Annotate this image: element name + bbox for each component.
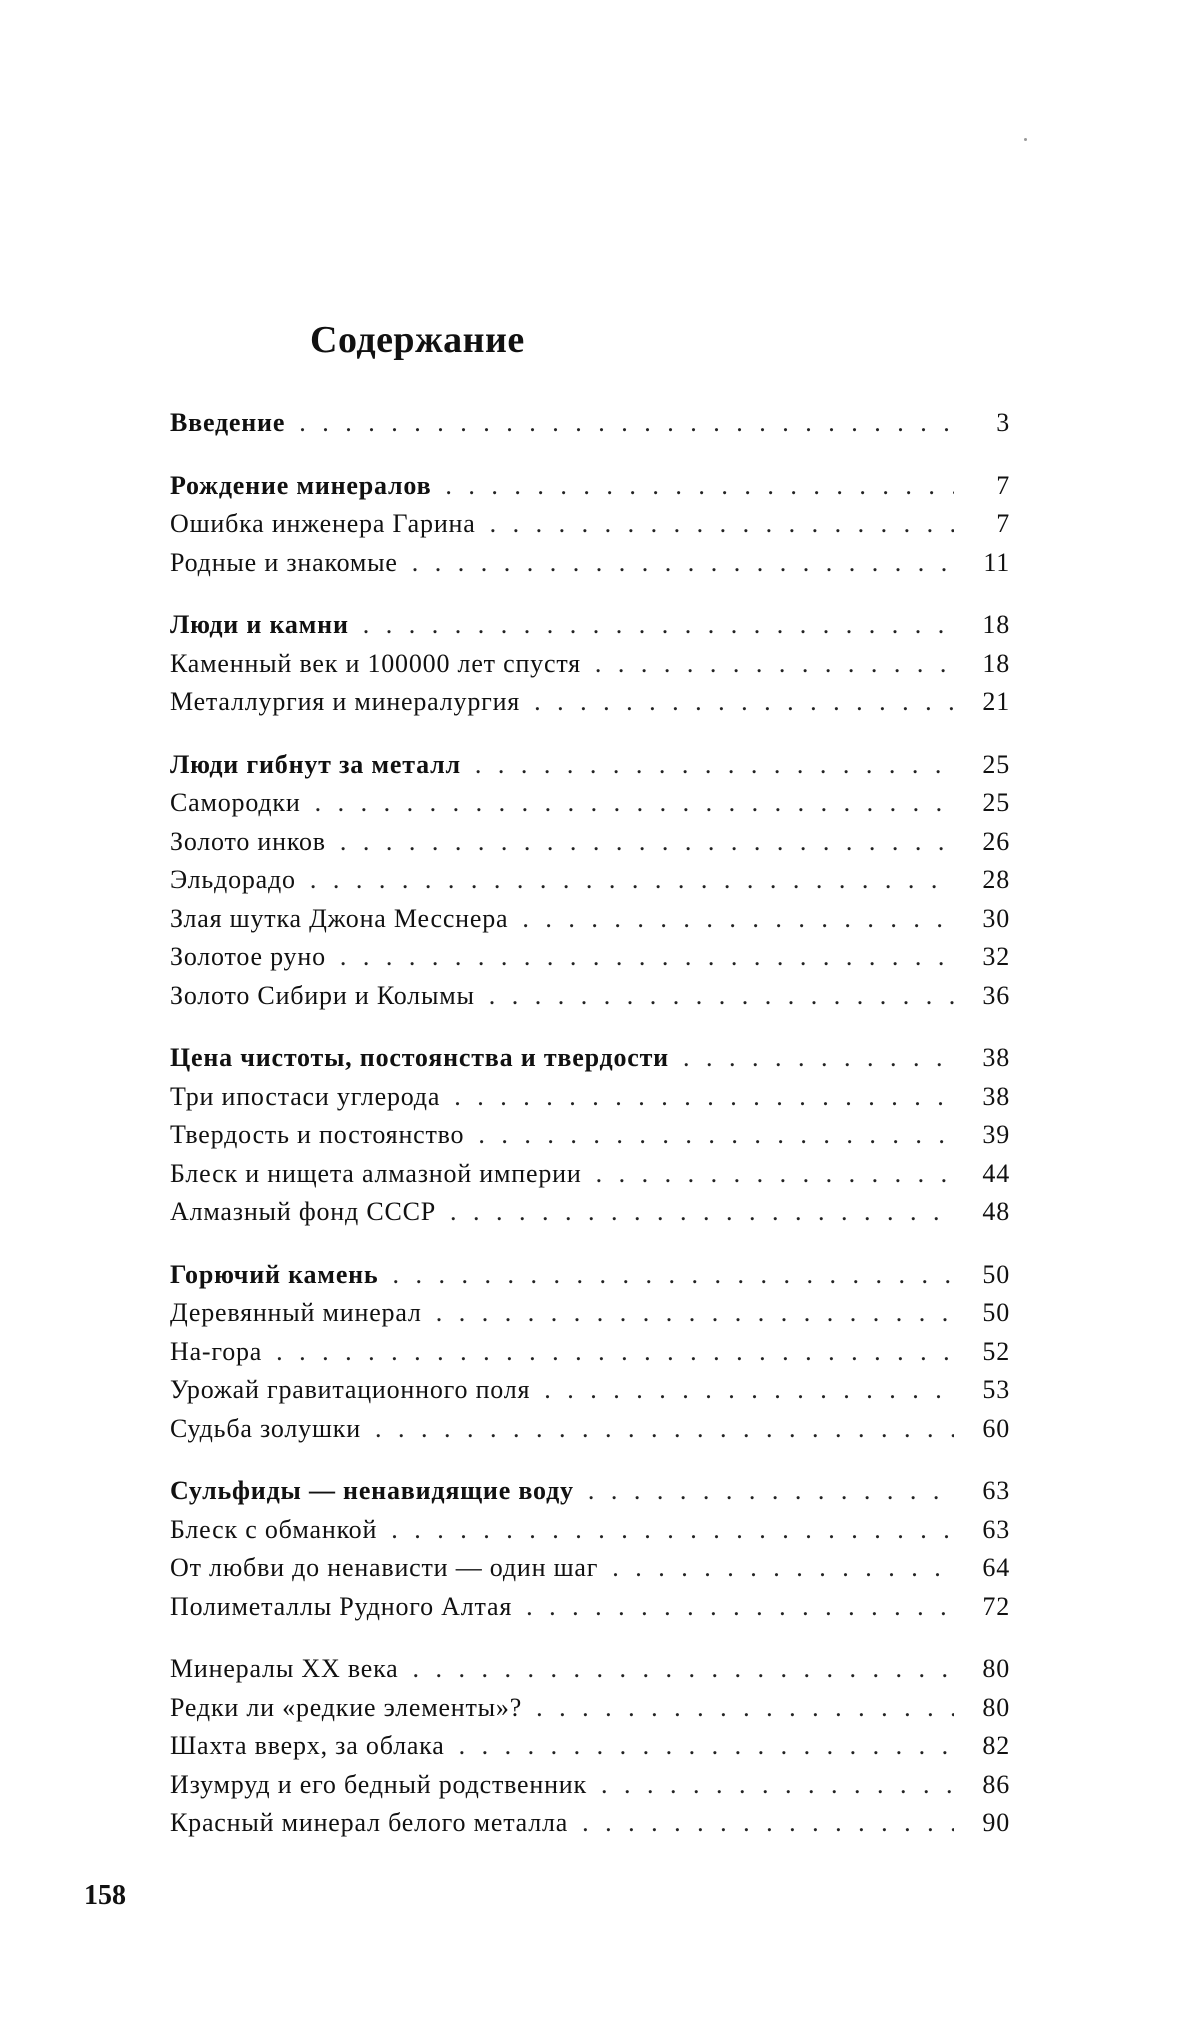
toc-entry-page: 63	[982, 1476, 1010, 1505]
toc-entry-page: 53	[982, 1375, 1010, 1404]
dot-leader	[391, 1515, 954, 1545]
dot-leader	[412, 548, 954, 578]
dot-leader	[459, 1731, 954, 1761]
toc-entry-label: Введение	[170, 408, 286, 437]
toc-entry-label: Золото Сибири и Колымы	[170, 980, 475, 1010]
toc-entry-label: Минералы XX века	[170, 1654, 399, 1683]
dot-leader	[588, 1476, 954, 1506]
toc-entry-page: 38	[982, 1043, 1010, 1072]
toc-section	[170, 1654, 1010, 1847]
toc-entry[interactable]	[170, 1414, 1010, 1453]
toc-entry-label: Редки ли «редкие элементы»?	[170, 1692, 523, 1722]
toc-entry[interactable]	[170, 687, 1010, 726]
toc-entry-page: 64	[982, 1553, 1010, 1582]
dot-leader	[596, 1159, 954, 1189]
dot-leader	[683, 1043, 954, 1073]
toc-entry-page: 72	[982, 1591, 1010, 1621]
dot-leader	[475, 750, 954, 780]
toc-entry[interactable]	[170, 1337, 1010, 1376]
toc-entry[interactable]	[170, 1770, 1010, 1809]
dot-leader	[363, 610, 954, 640]
toc-entry-label: Металлургия и минералургия	[170, 687, 521, 716]
toc-entry[interactable]	[170, 1197, 1010, 1236]
dot-leader	[375, 1414, 954, 1444]
dot-leader	[315, 788, 954, 818]
dot-leader	[310, 865, 954, 895]
toc-section	[170, 610, 1010, 726]
toc-section	[170, 1476, 1010, 1630]
toc-entry-page: 25	[982, 788, 1010, 817]
table-of-contents	[170, 408, 1010, 1871]
dot-leader	[340, 942, 954, 972]
toc-entry-label: Шахта вверх, за облака	[170, 1731, 445, 1760]
dot-leader	[413, 1654, 955, 1684]
toc-entry-page: 86	[982, 1769, 1010, 1799]
toc-entry-page: 50	[982, 1259, 1010, 1289]
toc-entry-page: 36	[982, 980, 1010, 1010]
dot-leader	[445, 471, 954, 501]
dot-leader	[601, 1770, 954, 1800]
toc-entry[interactable]	[170, 1731, 1010, 1770]
toc-chapter-entry[interactable]	[170, 471, 1010, 510]
toc-section	[170, 408, 1010, 447]
toc-entry-label: Горючий камень	[170, 1259, 379, 1289]
toc-section	[170, 471, 1010, 587]
toc-entry-page: 7	[996, 509, 1010, 538]
dot-leader	[582, 1808, 954, 1838]
toc-entry-label: Красный минерал белого металла	[170, 1808, 569, 1837]
page-title: Содержание	[310, 319, 525, 361]
toc-chapter-entry[interactable]	[170, 1260, 1010, 1299]
toc-entry[interactable]	[170, 1693, 1010, 1732]
toc-entry-page: 38	[982, 1081, 1010, 1111]
dot-leader	[544, 1375, 954, 1405]
toc-entry-label: Три ипостаси углерода	[170, 1081, 441, 1111]
toc-entry-page: 11	[983, 547, 1010, 577]
toc-chapter-entry[interactable]	[170, 408, 1010, 447]
toc-entry[interactable]	[170, 788, 1010, 827]
toc-entry-label: Родные и знакомые	[170, 547, 398, 577]
toc-chapter-entry[interactable]	[170, 1043, 1010, 1082]
toc-entry[interactable]	[170, 1298, 1010, 1337]
toc-entry-label: Изумруд и его бедный родственник	[170, 1769, 587, 1799]
toc-entry-label: Золото инков	[170, 826, 326, 856]
dot-leader	[526, 1592, 954, 1622]
toc-entry-page: 52	[982, 1336, 1010, 1366]
toc-entry-page: 30	[982, 903, 1010, 933]
toc-entry-page: 32	[982, 942, 1010, 971]
dot-leader	[536, 1693, 954, 1723]
toc-entry[interactable]	[170, 981, 1010, 1020]
dot-leader	[454, 1082, 954, 1112]
toc-entry[interactable]	[170, 1375, 1010, 1414]
toc-chapter-entry[interactable]	[170, 610, 1010, 649]
dot-leader	[450, 1197, 954, 1227]
toc-entry-page: 60	[982, 1413, 1010, 1443]
scan-speck	[1024, 138, 1027, 141]
dot-leader	[436, 1298, 954, 1328]
toc-entry-page: 26	[982, 826, 1010, 856]
toc-entry-page: 90	[982, 1808, 1010, 1837]
dot-leader	[393, 1260, 955, 1290]
toc-chapter-entry[interactable]	[170, 750, 1010, 789]
toc-entry-page: 80	[982, 1654, 1010, 1683]
dot-leader	[595, 649, 954, 679]
toc-entry[interactable]	[170, 1592, 1010, 1631]
toc-entry-page: 82	[982, 1731, 1010, 1760]
toc-entry-label: На-гора	[170, 1336, 263, 1366]
dot-leader	[612, 1553, 954, 1583]
toc-entry-label: Люди гибнут за металл	[170, 749, 461, 779]
toc-entry[interactable]	[170, 649, 1010, 688]
toc-entry-label: Твердость и постоянство	[170, 1120, 465, 1149]
toc-entry-label: Злая шутка Джона Месснера	[170, 903, 509, 933]
dot-leader	[522, 904, 954, 934]
toc-entry[interactable]	[170, 1515, 1010, 1554]
toc-entry-label: Судьба золушки	[170, 1413, 361, 1443]
toc-entry-label: Ошибка инженера Гарина	[170, 509, 476, 538]
toc-entry[interactable]	[170, 942, 1010, 981]
toc-entry-label: От любви до ненависти — один шаг	[170, 1553, 599, 1582]
dot-leader	[490, 509, 954, 539]
toc-entry-label: Урожай гравитационного поля	[170, 1375, 531, 1404]
toc-entry[interactable]	[170, 548, 1010, 587]
toc-chapter-entry[interactable]	[170, 1476, 1010, 1515]
toc-entry-label: Полиметаллы Рудного Алтая	[170, 1591, 513, 1621]
toc-entry-page: 21	[982, 687, 1010, 716]
toc-entry-label: Золотое руно	[170, 942, 326, 971]
dot-leader	[534, 687, 954, 717]
toc-entry-page: 25	[982, 749, 1010, 779]
toc-entry[interactable]	[170, 827, 1010, 866]
toc-entry-label: Каменный век и 100000 лет спустя	[170, 648, 581, 678]
toc-entry-page: 39	[982, 1120, 1010, 1149]
toc-entry-label: Рождение минералов	[170, 470, 432, 500]
toc-entry-label: Сульфиды — ненавидящие воду	[170, 1476, 574, 1505]
dot-leader	[276, 1337, 954, 1367]
toc-entry[interactable]	[170, 509, 1010, 548]
toc-entry-page: 28	[982, 865, 1010, 894]
dot-leader	[299, 408, 954, 438]
toc-entry-label: Блеск с обманкой	[170, 1514, 378, 1544]
toc-entry[interactable]	[170, 1082, 1010, 1121]
toc-entry-page: 63	[982, 1514, 1010, 1544]
toc-entry[interactable]	[170, 1120, 1010, 1159]
toc-entry-page: 7	[996, 470, 1010, 500]
toc-entry-page: 18	[982, 610, 1010, 639]
toc-entry-label: Люди и камни	[170, 610, 349, 639]
toc-entry[interactable]	[170, 1553, 1010, 1592]
toc-entry-label: Блеск и нищета алмазной империи	[170, 1158, 582, 1188]
dot-leader	[489, 981, 954, 1011]
page-number: 158	[84, 1880, 126, 1911]
toc-entry[interactable]	[170, 1159, 1010, 1198]
toc-entry[interactable]	[170, 1654, 1010, 1693]
toc-entry-page: 48	[982, 1197, 1010, 1226]
toc-entry[interactable]	[170, 865, 1010, 904]
toc-entry-label: Алмазный фонд СССР	[170, 1197, 437, 1226]
toc-entry[interactable]	[170, 904, 1010, 943]
toc-entry-page: 3	[996, 408, 1010, 437]
toc-entry-page: 80	[982, 1692, 1010, 1722]
toc-entry[interactable]	[170, 1808, 1010, 1847]
toc-entry-label: Цена чистоты, постоянства и твердости	[170, 1043, 669, 1072]
toc-entry-label: Эльдорадо	[170, 865, 296, 894]
toc-entry-page: 18	[982, 648, 1010, 678]
toc-entry-page: 50	[982, 1298, 1010, 1327]
toc-section	[170, 1043, 1010, 1236]
dot-leader	[478, 1120, 954, 1150]
dot-leader	[340, 827, 954, 857]
toc-section	[170, 1260, 1010, 1453]
toc-entry-label: Самородки	[170, 788, 301, 817]
toc-section	[170, 750, 1010, 1020]
toc-entry-page: 44	[982, 1158, 1010, 1188]
toc-entry-label: Деревянный минерал	[170, 1298, 422, 1327]
